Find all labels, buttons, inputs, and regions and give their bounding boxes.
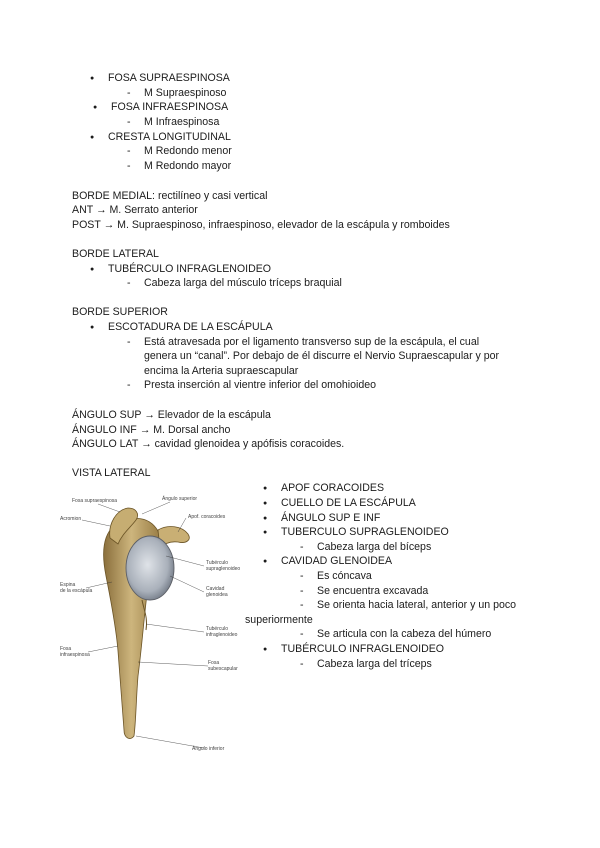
label-tuberculo-supraglenoideo-2: supraglenoideo [206, 566, 240, 572]
angulo-lat: ÁNGULO LAT → cavidad glenoidea y apófisis coracoides. [72, 438, 345, 450]
fosa-infraespinosa-item: ● FOSA INFRAESPINOSA [111, 101, 228, 114]
fosa-infraespinosa-muscle: - M Infraespinosa [144, 116, 219, 129]
escotadura-note-2: - Presta inserción al vientre inferior del omohioideo [144, 379, 376, 392]
label-angulo-inferior: Ángulo inferior [192, 746, 225, 752]
fosa-supraespinosa-muscle: - M Supraespinoso [144, 87, 226, 100]
vl-cavidad-glenoidea: ● CAVIDAD GLENOIDEA [281, 555, 392, 568]
angulo-sup: ÁNGULO SUP → Elevador de la escápula [72, 409, 271, 421]
escotadura-note-1-line-2: genera un “canal”. Por debajo de él discurre el Nervio Supraescapular y por [144, 350, 500, 362]
borde-superior-title: BORDE SUPERIOR [72, 306, 168, 318]
vl-cavidad-sub-1: - Es cóncava [317, 570, 372, 583]
vl-apof-coracoides: ● APOF CORACOIDES [281, 482, 384, 495]
borde-medial-post: POST → M. Supraespinoso, infraespinoso, elevador de la escápula y romboides [72, 219, 450, 231]
label-tuberculo-supraglenoideo-1: Tubérculo [206, 560, 229, 566]
vl-angulo-sup-inf: ● ÁNGULO SUP E INF [281, 512, 380, 525]
label-fosa-infraespinosa-2: infraespinosa [60, 652, 90, 658]
vl-tuberculo-supraglenoideo-sub: - Cabeza larga del bíceps [317, 541, 431, 554]
scapula-lateral-view-figure [58, 486, 240, 761]
escotadura-note-1-line-3: encima la Arteria supraescapular [144, 365, 299, 377]
label-cavidad-glenoidea-2: glenoidea [206, 592, 228, 598]
vl-cavidad-sub-3-cont: superiormente [245, 614, 313, 626]
label-angulo-superior: Ángulo superior [162, 496, 198, 502]
vl-tuberculo-infraglenoideo: ● TUBÉRCULO INFRAGLENOIDEO [281, 643, 444, 656]
vl-tuberculo-supraglenoideo: ● TUBERCULO SUPRAGLENOIDEO [281, 526, 449, 539]
escotadura-note-1: - Está atravesada por el ligamento transverso sup de la escápula, el cual [144, 336, 479, 349]
label-fosa-subescapular-1: Fosa [208, 660, 220, 666]
angulo-inf: ÁNGULO INF → M. Dorsal ancho [72, 424, 231, 436]
label-fosa-supraespinosa: Fosa supraespinosa [72, 498, 118, 504]
borde-medial-title: BORDE MEDIAL: rectilíneo y casi vertical [72, 190, 268, 202]
borde-medial-ant: ANT → M. Serrato anterior [72, 204, 198, 216]
borde-superior-escotadura: ● ESCOTADURA DE LA ESCÁPULA [108, 321, 273, 334]
cresta-longitudinal-item: ● CRESTA LONGITUDINAL [108, 131, 231, 144]
vista-lateral-title: VISTA LATERAL [72, 467, 151, 479]
cresta-muscle-1: - M Redondo menor [144, 145, 232, 158]
vl-tuberculo-infraglenoideo-sub: - Cabeza larga del tríceps [317, 658, 432, 671]
glenoid-cavity-shape [126, 536, 174, 600]
borde-lateral-tuberculo-muscle: - Cabeza larga del músculo tríceps braquial [144, 277, 342, 290]
label-fosa-infraespinosa-1: Fosa [60, 646, 72, 652]
label-espina-2: de la escápula [60, 588, 93, 594]
label-apof-coracoides: Apof. coracoides [188, 514, 226, 520]
borde-lateral-title: BORDE LATERAL [72, 248, 159, 260]
cresta-muscle-2: - M Redondo mayor [144, 160, 231, 173]
label-tuberculo-infraglenoideo-2: infraglenoideo [206, 632, 238, 638]
label-cavidad-glenoidea-1: Cavidad [206, 586, 225, 592]
label-acromion: Acromion [60, 516, 82, 522]
label-tuberculo-infraglenoideo-1: Tubérculo [206, 626, 229, 632]
vl-cavidad-sub-2: - Se encuentra excavada [317, 585, 428, 598]
borde-lateral-tuberculo: ● TUBÉRCULO INFRAGLENOIDEO [108, 263, 271, 276]
vl-cavidad-sub-3: - Se orienta hacia lateral, anterior y un poco [317, 599, 516, 612]
fosa-supraespinosa-item: ● FOSA SUPRAESPINOSA [108, 72, 230, 85]
vl-cavidad-sub-4: - Se articula con la cabeza del húmero [317, 628, 491, 641]
label-fosa-subescapular-2: subescapular [208, 666, 238, 672]
label-espina-1: Espina [60, 582, 76, 588]
vl-cuello-escapula: ● CUELLO DE LA ESCÁPULA [281, 497, 416, 510]
